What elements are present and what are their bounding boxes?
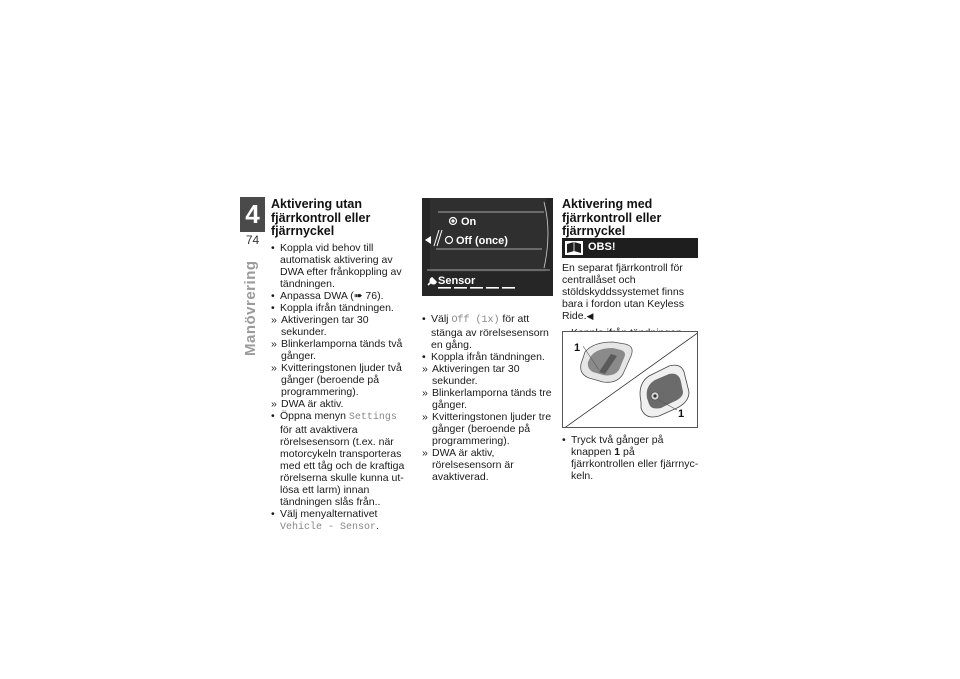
text-segment: på fjärrkontrollen eller fjärrnyckeln.: [571, 446, 699, 482]
list-item: [271, 290, 407, 302]
list-item-text: Koppla ifrån tändningen.: [280, 301, 394, 314]
bullet-marker: •: [271, 409, 275, 422]
list-item-select-vehicle-sensor: [271, 508, 407, 534]
display-option-on: On: [461, 216, 477, 228]
result-marker: »: [271, 397, 277, 410]
col1-list: [271, 242, 407, 410]
text-segment: för att stänga av rörelsesensorn en gång.: [431, 313, 549, 351]
list-item-text: Kvitteringstonen ljuder tre gånger (beroende på programmering).: [432, 411, 552, 447]
bullet-marker: •: [271, 241, 275, 254]
bullet-marker: •: [271, 507, 275, 520]
bullet-marker: •: [562, 434, 566, 446]
button-reference: 1: [614, 446, 621, 458]
text-segment: för att avaktivera rörelsesensorn (t.ex. när motorcykeln transporteras med ett tåg och de kraftiga rörelserna skulle kunna utlösa ett larm) innan tändningen slås från..: [280, 423, 405, 508]
notice-label: OBS!: [588, 241, 616, 253]
list-item-text: Anpassa DWA (➠ 76).: [280, 289, 384, 302]
list-item: [271, 398, 407, 410]
bullet-marker: •: [422, 313, 426, 325]
tft-display-image: [422, 198, 553, 296]
text-segment: .: [376, 519, 379, 532]
column-1: [271, 198, 407, 534]
menu-code-off-1x: Off (1x): [451, 315, 500, 326]
bullet-marker: •: [422, 351, 426, 363]
list-item-text: Aktiveringen tar 30 sekunder.: [281, 313, 369, 338]
list-item-text: Blinkerlamporna tänds två gånger.: [281, 337, 403, 362]
list-item-text: Kvitteringstonen ljuder två gånger (beroende på programmering).: [281, 361, 402, 398]
list-item: [422, 363, 554, 387]
list-item: [422, 447, 554, 483]
display-option-off-once: Off (once): [456, 235, 508, 247]
heading-activation-with-remote: Aktivering med fjärrkontroll eller fjärrnyckel: [562, 197, 662, 238]
chapter-number-tab: 4: [240, 197, 265, 232]
list-item: [271, 302, 407, 314]
notice-text: [562, 262, 700, 322]
list-item-text: Koppla ifrån tändningen.: [431, 351, 545, 363]
bullet-marker: •: [271, 289, 275, 302]
result-marker: »: [271, 337, 277, 350]
list-item: [271, 314, 407, 338]
heading-activation-without-remote: Aktivering utan fjärrkontroll eller fjärrnyckel: [271, 197, 371, 238]
list-item: [422, 351, 554, 363]
chapter-side-label: Manövrering: [242, 260, 259, 356]
list-item-text: Aktiveringen tar 30 sekunder.: [432, 363, 520, 387]
list-item-text: DWA är aktiv, rörelsesensorn är avaktiverad.: [432, 447, 514, 483]
column-3: [562, 198, 700, 242]
column-3-body: [562, 262, 700, 339]
end-marker: ◀: [586, 311, 594, 321]
text-segment: Tryck två gånger på knappen: [571, 434, 664, 458]
page-number: 74: [245, 233, 260, 247]
callout-1-lower: 1: [678, 408, 685, 420]
list-item-text: DWA är aktiv.: [281, 397, 344, 410]
text-segment: Välj: [431, 313, 452, 325]
list-item: [271, 338, 407, 362]
list-item-select-off: [422, 313, 554, 351]
list-item-text: Blinkerlamporna tänds tre gånger.: [432, 387, 552, 411]
remote-fob-left: [581, 342, 632, 382]
list-item: [271, 242, 407, 290]
list-item: [422, 387, 554, 411]
result-marker: »: [422, 411, 428, 423]
list-item-text: Koppla vid behov till automatisk aktivering av DWA efter frånkoppling av tändningen.: [280, 241, 402, 290]
notice-book-icon: [565, 241, 583, 255]
menu-code-settings: Settings: [348, 411, 397, 423]
display-sensor-label: Sensor: [438, 275, 476, 287]
result-marker: »: [422, 387, 428, 399]
list-item: [271, 362, 407, 398]
list-item-press-button: [562, 434, 700, 482]
column-2: [422, 313, 554, 483]
text-segment: Välj menyalternativet: [280, 507, 378, 520]
menu-code-vehicle-sensor: Vehicle - Sensor: [280, 521, 377, 533]
column-3-footer: [562, 434, 700, 482]
notice-body: En separat fjärrkontroll för centrallåset och stöldskyddssystemet finns bara i fordon utan Keyless Ride.: [562, 262, 684, 322]
result-marker: »: [271, 361, 277, 374]
text-segment: Öppna menyn: [280, 409, 349, 422]
col2-list: [422, 351, 554, 483]
callout-1-upper: 1: [574, 342, 581, 354]
notice-bar: [562, 238, 698, 258]
key-fob-figure: [562, 331, 698, 428]
list-item: [422, 411, 554, 447]
result-marker: »: [422, 363, 428, 375]
result-marker: »: [422, 447, 428, 459]
result-marker: »: [271, 313, 277, 326]
bullet-marker: •: [271, 301, 275, 314]
list-item-open-settings: [271, 410, 407, 508]
